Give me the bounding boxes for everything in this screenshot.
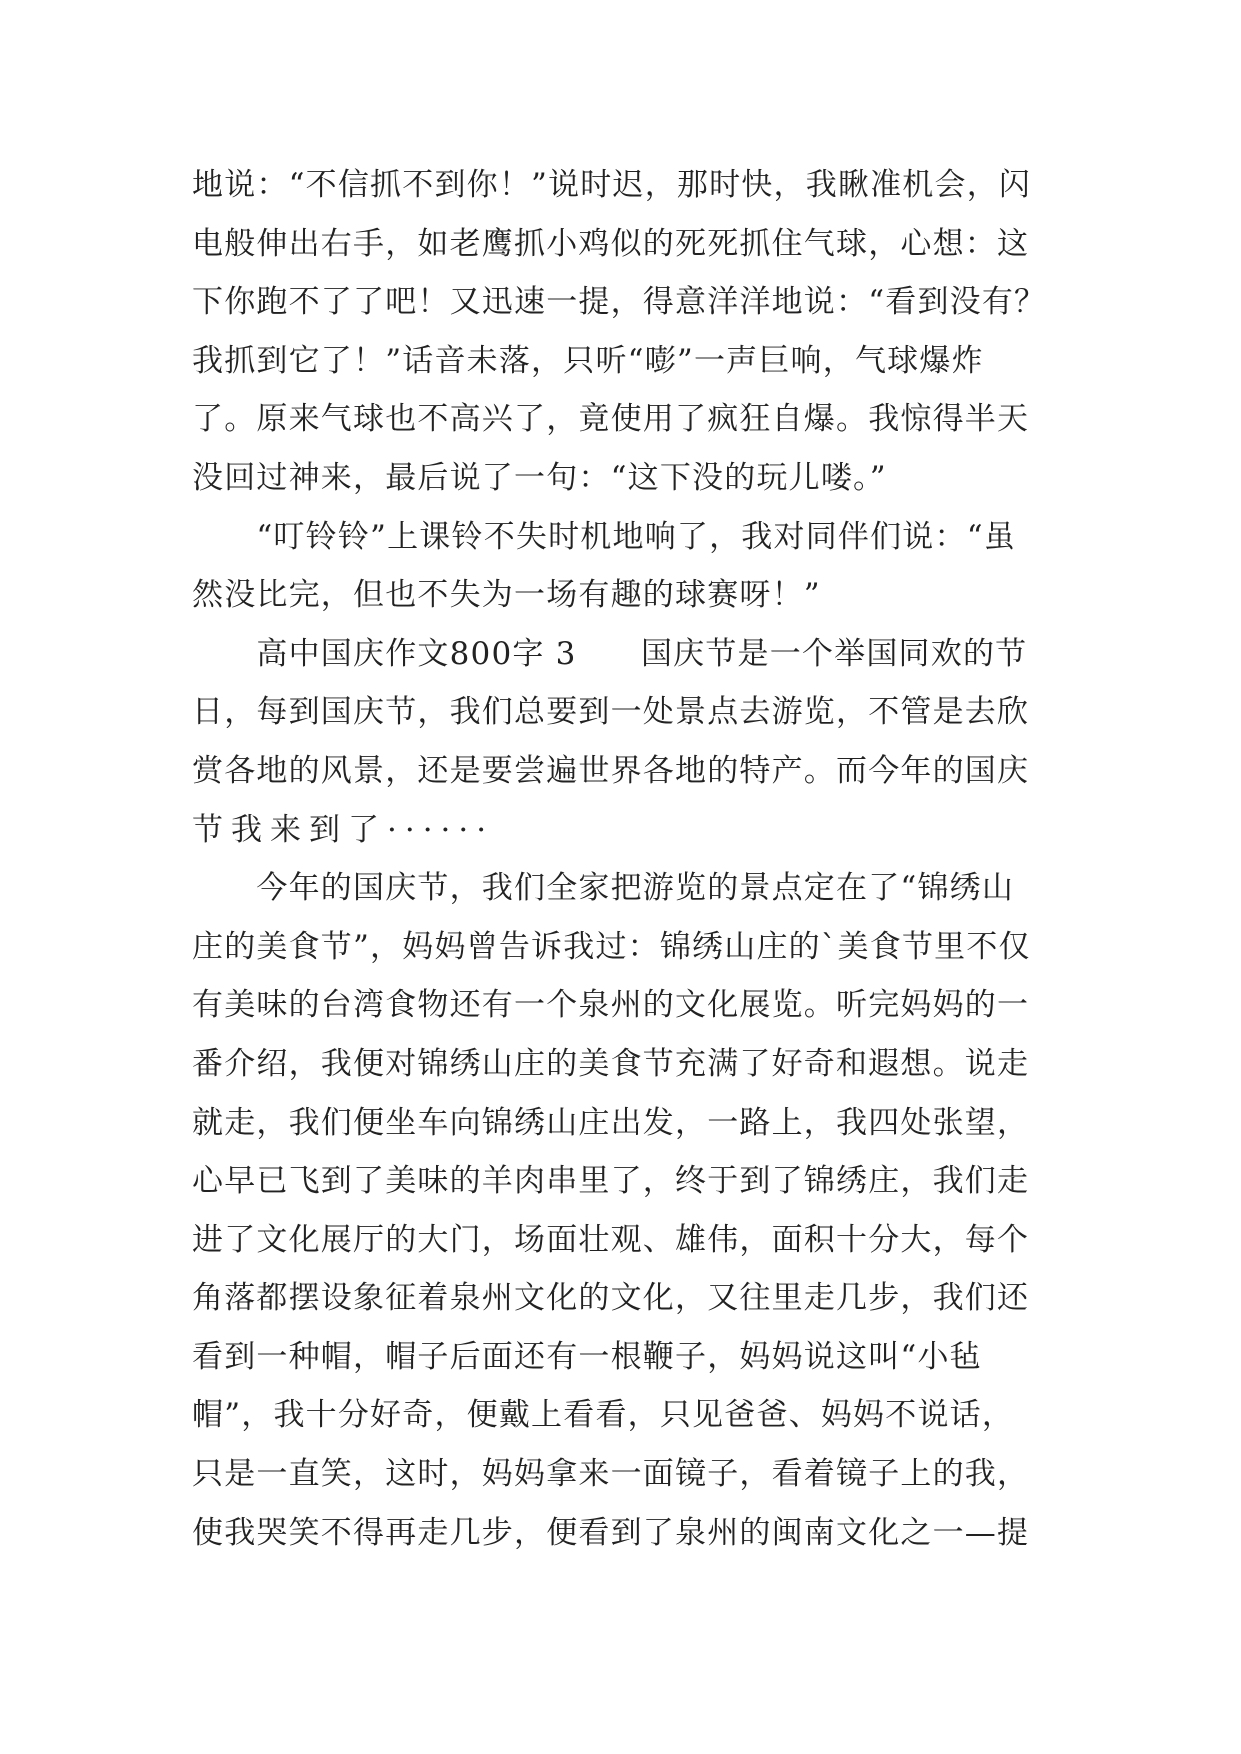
text-line: 看到一种帽，帽子后面还有一根鞭子，妈妈说这叫“小毡 (192, 1338, 982, 1375)
text-line: 庄的美食节”，妈妈曾告诉我过：锦绣山庄的`美食节里不仅 (192, 928, 1031, 965)
text-line: 然没比完，但也不失为一场有趣的球赛呀！” (192, 577, 821, 614)
text-line: 赏各地的风景，还是要尝遍世界各地的特产。而今年的国庆 (192, 752, 1030, 789)
text-line: 了。原来气球也不高兴了，竟使用了疯狂自爆。我惊得半天 (192, 401, 1030, 438)
text-line: 心早已飞到了美味的羊肉串里了，终于到了锦绣庄，我们走 (192, 1163, 1030, 1200)
text-line: 有美味的台湾食物还有一个泉州的文化展览。听完妈妈的一 (192, 987, 1030, 1024)
text-line: 番介绍，我便对锦绣山庄的美食节充满了好奇和遐想。说走 (192, 1045, 1030, 1082)
text-line: 只是一直笑，这时，妈妈拿来一面镜子，看着镜子上的我， (192, 1456, 1030, 1493)
text-line: 高中国庆作文800字 3 国庆节是一个举国同欢的节 (192, 635, 1028, 672)
text-line: 下你跑不了了吧！又迅速一提，得意洋洋地说：“看到没有？ (192, 284, 1047, 321)
text-line: 帽”，我十分好奇，便戴上看看，只见爸爸、妈妈不说话， (192, 1397, 1015, 1434)
text-line: 今年的国庆节，我们全家把游览的景点定在了“锦绣山 (192, 870, 1015, 907)
text-line: 进了文化展厅的大门，场面壮观、雄伟，面积十分大，每个 (192, 1221, 1030, 1258)
text-line: 就走，我们便坐车向锦绣山庄出发，一路上，我四处张望， (192, 1104, 1030, 1141)
text-line: 节我来到了······ (192, 811, 495, 848)
text-line: 日，每到国庆节，我们总要到一处景点去游览，不管是去欣 (192, 694, 1030, 731)
text-line: 电般伸出右手，如老鹰抓小鸡似的死死抓住气球，心想：这 (192, 225, 1030, 262)
text-line: “叮铃铃”上课铃不失时机地响了，我对同伴们说：“虽 (192, 518, 1016, 555)
text-line: 角落都摆设象征着泉州文化的文化，又往里走几步，我们还 (192, 1280, 1030, 1317)
text-line: 没回过神来，最后说了一句：“这下没的玩儿喽。” (192, 459, 887, 496)
text-line: 地说：“不信抓不到你！”说时迟，那时快，我瞅准机会，闪 (192, 167, 1032, 203)
text-line: 使我哭笑不得再走几步，便看到了泉州的闽南文化之一—提 (192, 1514, 1030, 1551)
text-line: 我抓到它了！”话音未落，只听“嘭”一声巨响，气球爆炸 (192, 342, 984, 379)
document-page (192, 156, 1072, 1562)
